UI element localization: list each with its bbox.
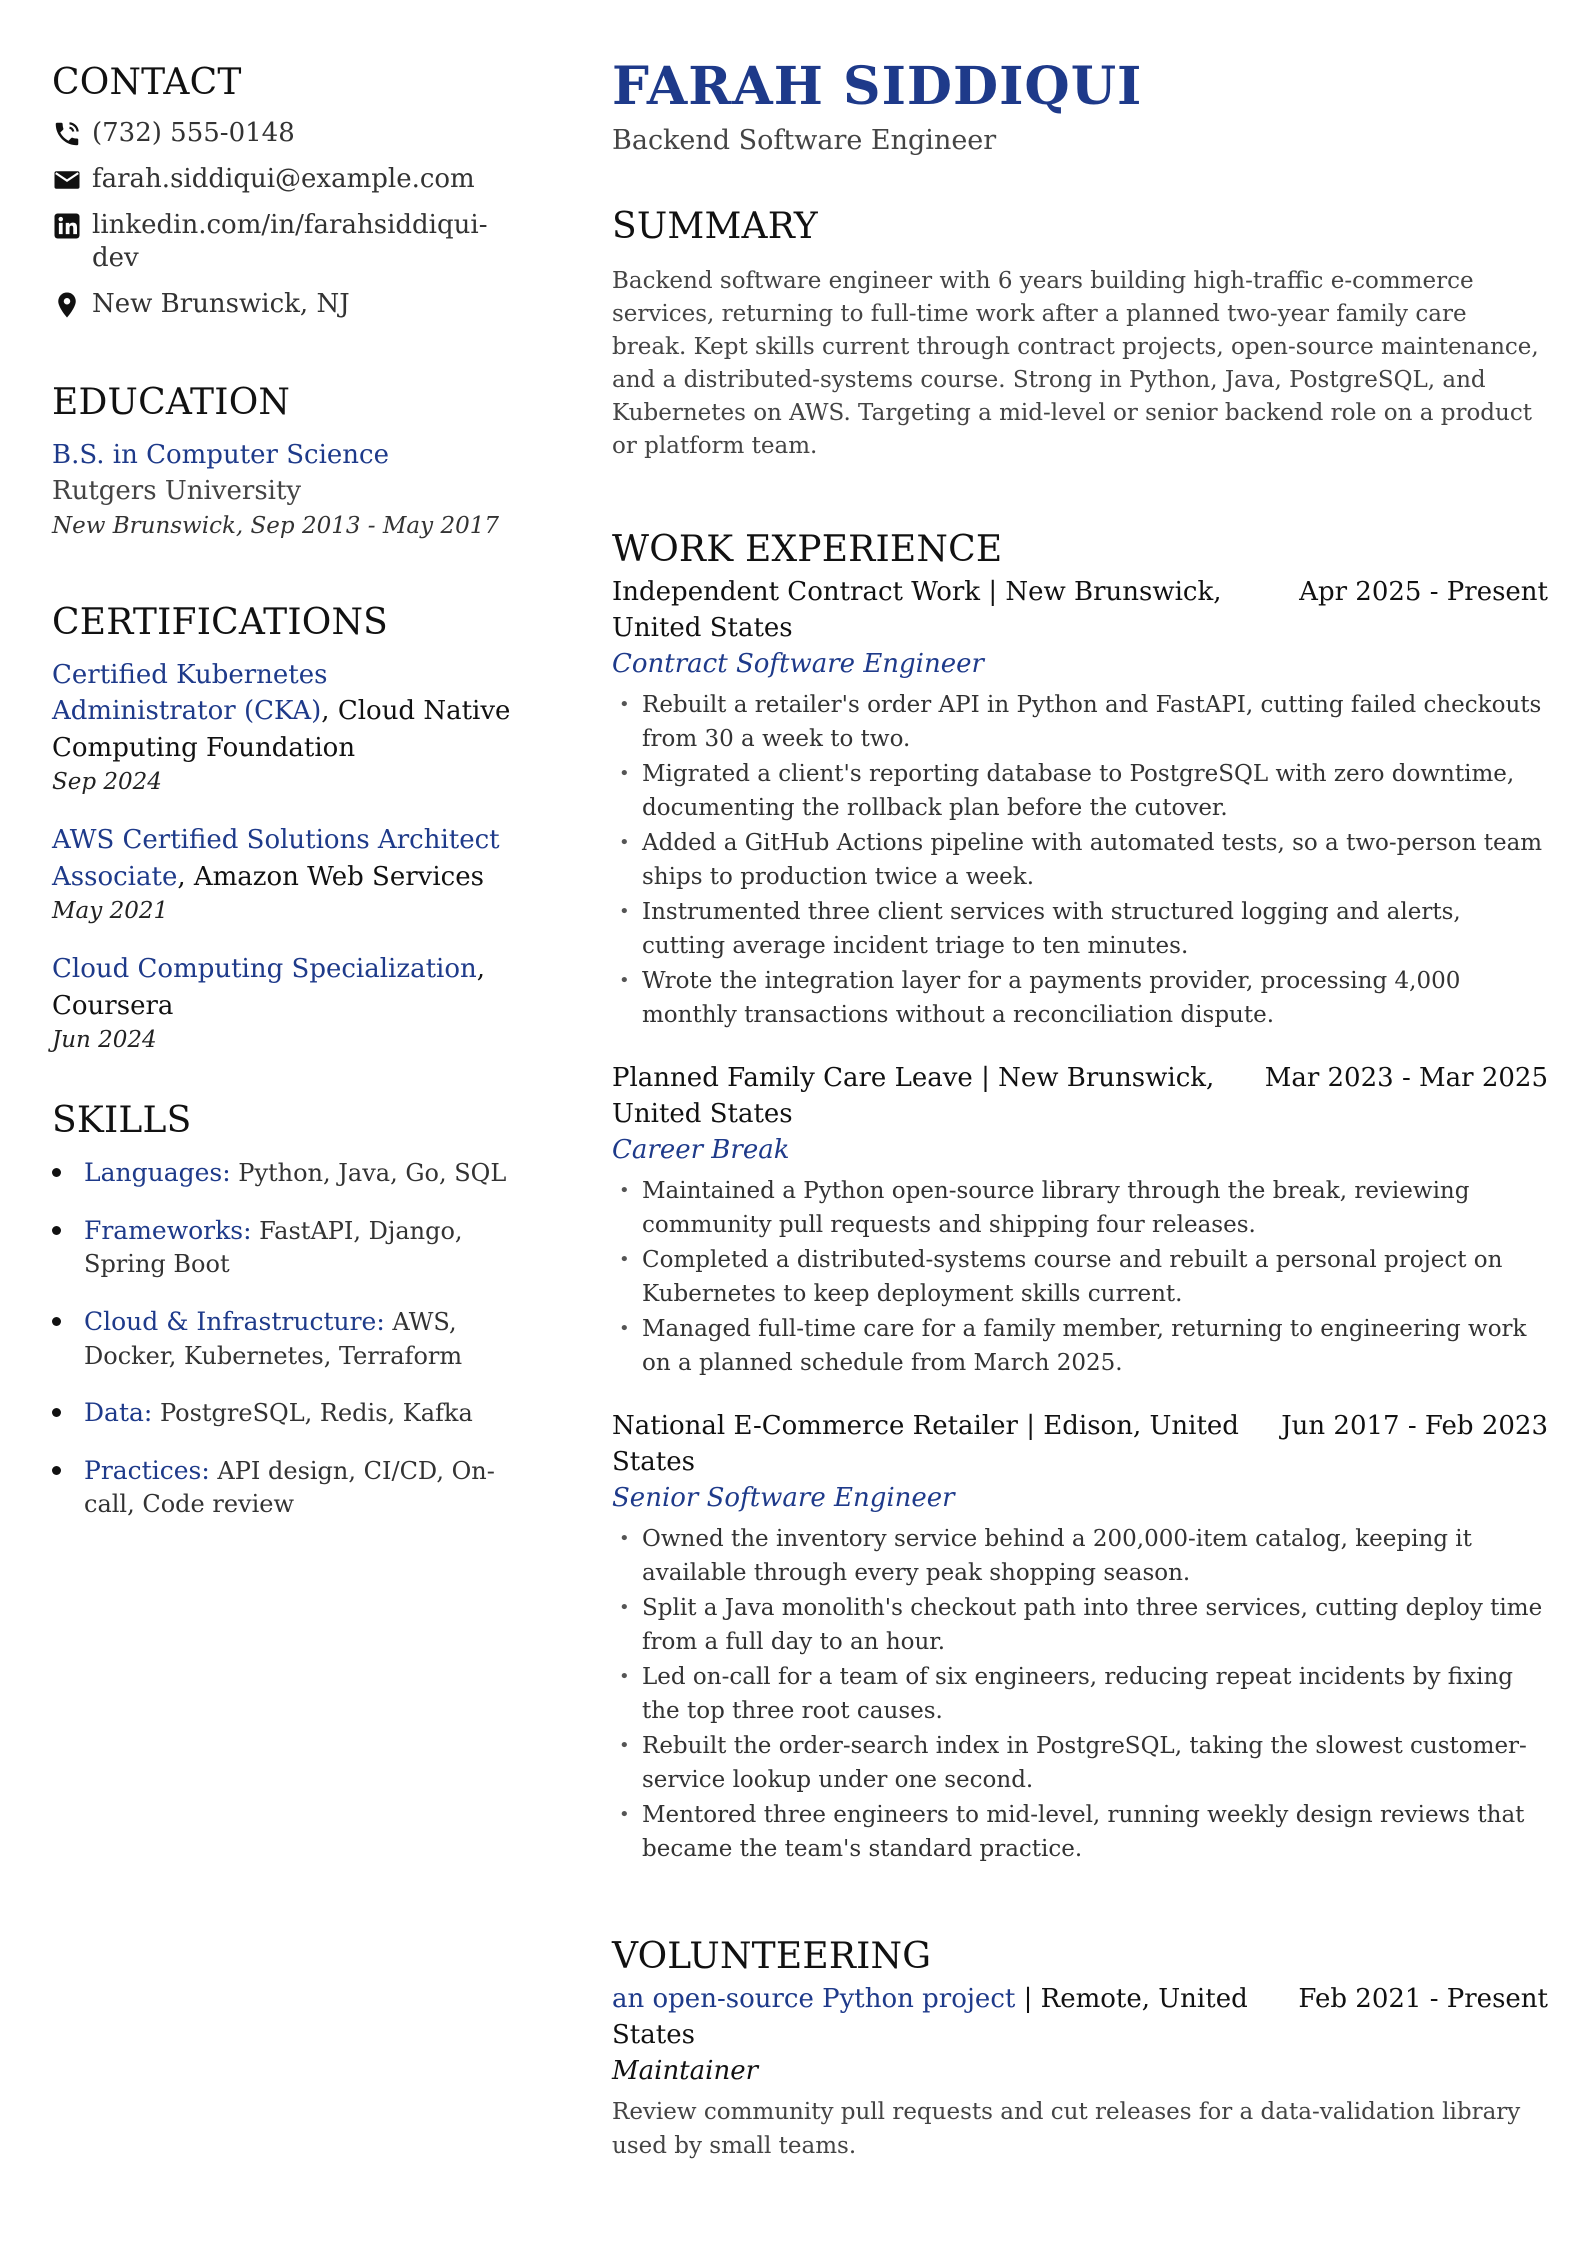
volunteer-role: Maintainer: [612, 2056, 759, 2087]
certification-issuer: , Cloud Native Computing Foundation: [52, 696, 511, 763]
job-bullet: • Rebuilt a retailer's order API in Python and FastAPI, cutting failed checkouts from 30 a week to two.: [612, 688, 1548, 756]
sidebar: [52, 62, 512, 1582]
job-bullet: • Wrote the integration layer for a payments provider, processing 4,000 monthly transactions without a reconciliation dispute.: [612, 964, 1548, 1032]
summary-heading: SUMMARY: [612, 206, 818, 248]
phone-icon: [52, 119, 82, 149]
job-role: Contract Software Engineer: [612, 649, 984, 680]
volunteer-org-line: [612, 1981, 1252, 2053]
skill-item: [52, 1395, 512, 1431]
certification-date: May 2021: [52, 898, 169, 925]
job-bullet: • Added a GitHub Actions pipeline with automated tests, so a two-person team ships to production twice a week.: [612, 826, 1548, 894]
job-bullet: • Instrumented three client services with structured logging and alerts, cutting average incident triage to ten minutes.: [612, 895, 1548, 963]
certification-item: [52, 822, 512, 927]
education-section: [52, 382, 512, 542]
skill-category: Practices:: [84, 1455, 210, 1485]
skill-values: Python, Java, Go, SQL: [230, 1159, 507, 1188]
bullet-dot: [52, 1408, 61, 1417]
linkedin-icon: [52, 211, 82, 241]
work-experience-heading: WORK EXPERIENCE: [612, 529, 1003, 571]
skill-item: [52, 1453, 512, 1522]
job-bullets: [612, 1522, 1548, 1866]
job-entry: [612, 574, 1548, 1032]
job-bullets: [612, 688, 1548, 1032]
certification-item: [52, 951, 512, 1056]
certification-issuer: , Coursera: [52, 954, 485, 1021]
contact-heading: CONTACT: [52, 62, 242, 103]
volunteer-description: Review community pull requests and cut releases for a data-validation library used by small teams.: [612, 2099, 1521, 2160]
certifications-heading: CERTIFICATIONS: [52, 601, 389, 643]
volunteer-dates: Feb 2021 - Present: [1298, 1984, 1548, 2015]
main-content: [612, 58, 1548, 2163]
skill-item: [52, 1213, 512, 1282]
job-entry: [612, 1060, 1548, 1380]
skills-heading: SKILLS: [52, 1100, 192, 1142]
candidate-name: FARAH SIDDIQUI: [612, 56, 1143, 117]
job-bullet: • Owned the inventory service behind a 200,000-item catalog, keeping it available through every peak shopping season.: [612, 1522, 1548, 1590]
skills-list: [52, 1155, 512, 1522]
volunteering-section: [612, 1936, 1548, 2163]
job-bullet: • Maintained a Python open-source library through the break, reviewing community pull requests and shipping four releases.: [612, 1174, 1548, 1242]
skill-item: [52, 1304, 512, 1373]
contact-email: [52, 163, 512, 197]
skill-category: Frameworks:: [84, 1215, 252, 1245]
job-company: Planned Family Care Leave | New Brunswick, United States: [612, 1063, 1215, 1130]
education-heading: EDUCATION: [52, 381, 291, 423]
candidate-headline: Backend Software Engineer: [612, 125, 997, 157]
contact-section: [52, 62, 512, 322]
skill-values: AWS, Docker, Kubernetes, Terraform: [84, 1308, 463, 1370]
job-company: National E-Commerce Retailer | Edison, United States: [612, 1411, 1239, 1478]
job-dates: Mar 2023 - Mar 2025: [1264, 1063, 1548, 1094]
job-role: Career Break: [612, 1135, 790, 1166]
certification-date: Sep 2024: [52, 769, 162, 796]
school: Rutgers University: [52, 476, 302, 507]
job-dates: Apr 2025 - Present: [1299, 577, 1548, 608]
job-bullet: • Rebuilt the order-search index in PostgreSQL, taking the slowest customer-service lookup under one second.: [612, 1729, 1548, 1797]
skill-category: Cloud & Infrastructure:: [84, 1307, 385, 1337]
contact-location: [52, 288, 512, 322]
location-pin-icon: [52, 290, 82, 320]
certifications-section: [52, 602, 512, 1056]
location-text: New Brunswick, NJ: [92, 289, 350, 320]
volunteer-location: | Remote, United States: [612, 1984, 1248, 2051]
job-bullet: • Split a Java monolith's checkout path into three services, cutting deploy time from a full day to an hour.: [612, 1591, 1548, 1659]
contact-linkedin: [52, 209, 512, 277]
contact-phone: [52, 117, 512, 151]
email-icon: [52, 165, 82, 195]
bullet-dot: [52, 1226, 61, 1235]
certification-date: Jun 2024: [52, 1027, 157, 1054]
linkedin-link[interactable]: linkedin.com/in/farahsiddiqui-dev: [92, 209, 488, 274]
skill-item: [52, 1155, 512, 1191]
job-bullet: • Mentored three engineers to mid-level, running weekly design reviews that became the team's standard practice.: [612, 1798, 1548, 1866]
skill-values: API design, CI/CD, On-call, Code review: [84, 1456, 495, 1519]
phone-text: (732) 555-0148: [92, 118, 295, 148]
degree: B.S. in Computer Science: [52, 439, 389, 470]
summary-text: Backend software engineer with 6 years building high-traffic e-commerce services, returning to full-time work after a planned two-year family care break. Kept skills current through contract projects, open-source maintenance, and a distributed-systems course. Strong in Python, Java, PostgreSQL, and Kubernetes on AWS. Targeting a mid-level or senior backend role on a product or platform team.: [612, 268, 1539, 460]
bullet-dot: [52, 1466, 61, 1475]
work-experience-section: [612, 529, 1548, 1866]
skill-values: PostgreSQL, Redis, Kafka: [152, 1399, 473, 1428]
job-entry: [612, 1408, 1548, 1866]
bullet-dot: [52, 1317, 61, 1326]
job-bullet: • Migrated a client's reporting database to PostgreSQL with zero downtime, documenting the rollback plan before the cutover.: [612, 757, 1548, 825]
summary-section: [612, 206, 1548, 463]
certification-name: Cloud Computing Specialization: [52, 954, 477, 985]
skill-category: Languages:: [84, 1158, 231, 1188]
job-bullet: • Managed full-time care for a family member, returning to engineering work on a planned schedule from March 2025.: [612, 1312, 1548, 1380]
skill-category: Data:: [84, 1398, 153, 1428]
certification-name: Certified Kubernetes Administrator (CKA): [52, 659, 328, 727]
job-bullets: [612, 1174, 1548, 1380]
job-dates: Jun 2017 - Feb 2023: [1281, 1411, 1548, 1442]
education-dates: New Brunswick, Sep 2013 - May 2017: [52, 512, 499, 539]
job-bullet: • Completed a distributed-systems course and rebuilt a personal project on Kubernetes to keep deployment skills current.: [612, 1243, 1548, 1311]
volunteering-heading: VOLUNTEERING: [612, 1936, 932, 1978]
skills-section: [52, 1100, 512, 1522]
certification-issuer: , Amazon Web Services: [177, 861, 484, 892]
volunteer-org: an open-source Python project: [612, 1984, 1016, 2015]
job-role: Senior Software Engineer: [612, 1483, 955, 1514]
job-company: Independent Contract Work | New Brunswick, United States: [612, 577, 1222, 644]
email-link[interactable]: farah.siddiqui@example.com: [92, 163, 475, 194]
certification-name: AWS Certified Solutions Architect Associate: [52, 825, 500, 892]
skill-values: FastAPI, Django, Spring Boot: [84, 1216, 463, 1279]
bullet-dot: [52, 1168, 61, 1177]
certification-item: [52, 657, 512, 798]
job-bullet: • Led on-call for a team of six engineers, reducing repeat incidents by fixing the top three root causes.: [612, 1660, 1548, 1728]
